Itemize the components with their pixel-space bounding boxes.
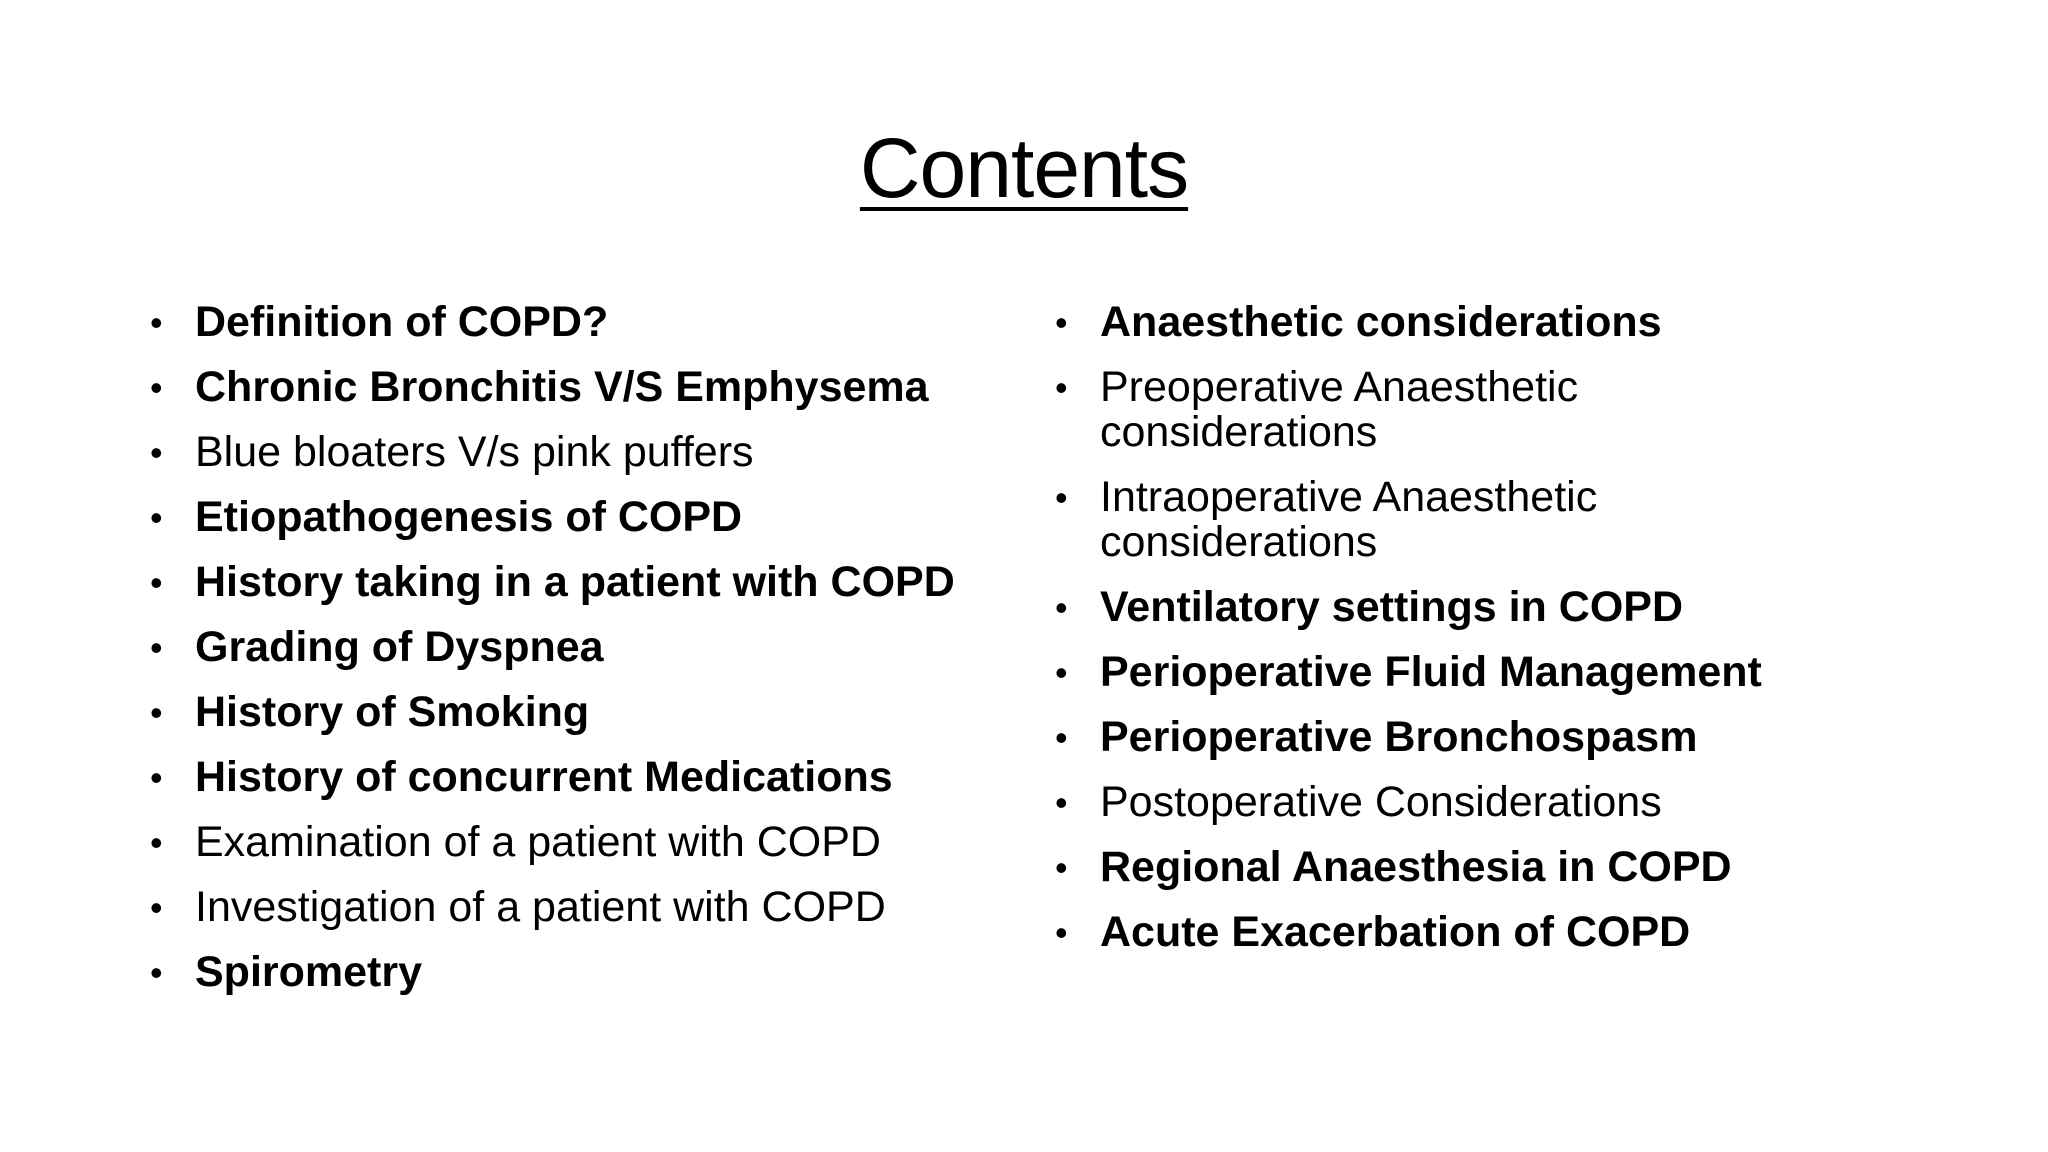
- list-item-text: Definition of COPD?: [195, 298, 609, 346]
- list-item-text: Grading of Dyspnea: [195, 623, 604, 671]
- bullet-icon: •: [1055, 477, 1068, 518]
- list-item: [150, 950, 1030, 995]
- bullet-icon: •: [1055, 912, 1068, 953]
- list-item-text: Acute Exacerbation of COPD: [1100, 908, 1691, 956]
- bullet-icon: •: [150, 627, 163, 668]
- list-item-text: History of Smoking: [195, 688, 590, 736]
- bullet-icon: •: [150, 822, 163, 863]
- list-item: [1055, 910, 1955, 955]
- bullet-icon: •: [150, 302, 163, 343]
- list-item: [150, 495, 1030, 540]
- list-item: [1055, 650, 1955, 695]
- list-item: [150, 365, 1030, 410]
- list-item: [150, 755, 1030, 800]
- list-item-text: Chronic Bronchitis V/S Emphysema: [195, 363, 929, 411]
- list-item-text: Blue bloaters V/s pink puffers: [195, 428, 754, 476]
- slide-title: [0, 118, 2048, 218]
- bullet-icon: •: [150, 692, 163, 733]
- bullet-icon: •: [150, 952, 163, 993]
- list-item-text: Regional Anaesthesia in COPD: [1100, 843, 1732, 891]
- list-item: [150, 625, 1030, 670]
- bullet-icon: •: [150, 562, 163, 603]
- list-item: [1055, 845, 1955, 890]
- bullet-icon: •: [150, 367, 163, 408]
- bullet-icon: •: [150, 497, 163, 538]
- list-item: [150, 300, 1030, 345]
- list-item: [150, 560, 1030, 605]
- list-item-text: Ventilatory settings in COPD: [1100, 583, 1683, 631]
- list-item: [1055, 475, 1660, 565]
- bullet-icon: •: [150, 757, 163, 798]
- list-item-text: Examination of a patient with COPD: [195, 818, 881, 866]
- list-item: [1055, 365, 1620, 455]
- list-item: [1055, 300, 1955, 345]
- list-item-text: History taking in a patient with COPD: [195, 558, 955, 606]
- list-item: [150, 430, 1030, 475]
- list-item-text: History of concurrent Medications: [195, 753, 893, 801]
- bullet-icon: •: [1055, 367, 1068, 408]
- list-item: [150, 690, 1030, 735]
- list-item-text: Postoperative Considerations: [1100, 778, 1662, 826]
- list-item: [150, 885, 1030, 930]
- list-item: [1055, 585, 1955, 630]
- contents-list-right: [1055, 300, 1955, 975]
- list-item-text: Spirometry: [195, 948, 423, 996]
- bullet-icon: •: [1055, 782, 1068, 823]
- list-item: [150, 820, 1030, 865]
- list-item-text: Perioperative Bronchospasm: [1100, 713, 1698, 761]
- bullet-icon: •: [1055, 847, 1068, 888]
- bullet-icon: •: [1055, 652, 1068, 693]
- bullet-icon: •: [150, 432, 163, 473]
- list-item: [1055, 715, 1955, 760]
- list-item: [1055, 780, 1955, 825]
- list-item-text: Preoperative Anaesthetic considerations: [1100, 363, 1579, 456]
- bullet-icon: •: [1055, 302, 1068, 343]
- contents-list-left: [150, 300, 1030, 1015]
- list-item-text: Intraoperative Anaesthetic considerations: [1100, 473, 1598, 566]
- list-item-text: Investigation of a patient with COPD: [195, 883, 886, 931]
- list-item-text: Anaesthetic considerations: [1100, 298, 1662, 346]
- bullet-icon: •: [1055, 717, 1068, 758]
- bullet-icon: •: [150, 887, 163, 928]
- list-item-text: Perioperative Fluid Management: [1100, 648, 1762, 696]
- slide-title-text: Contents: [859, 121, 1189, 215]
- bullet-icon: •: [1055, 587, 1068, 628]
- list-item-text: Etiopathogenesis of COPD: [195, 493, 743, 541]
